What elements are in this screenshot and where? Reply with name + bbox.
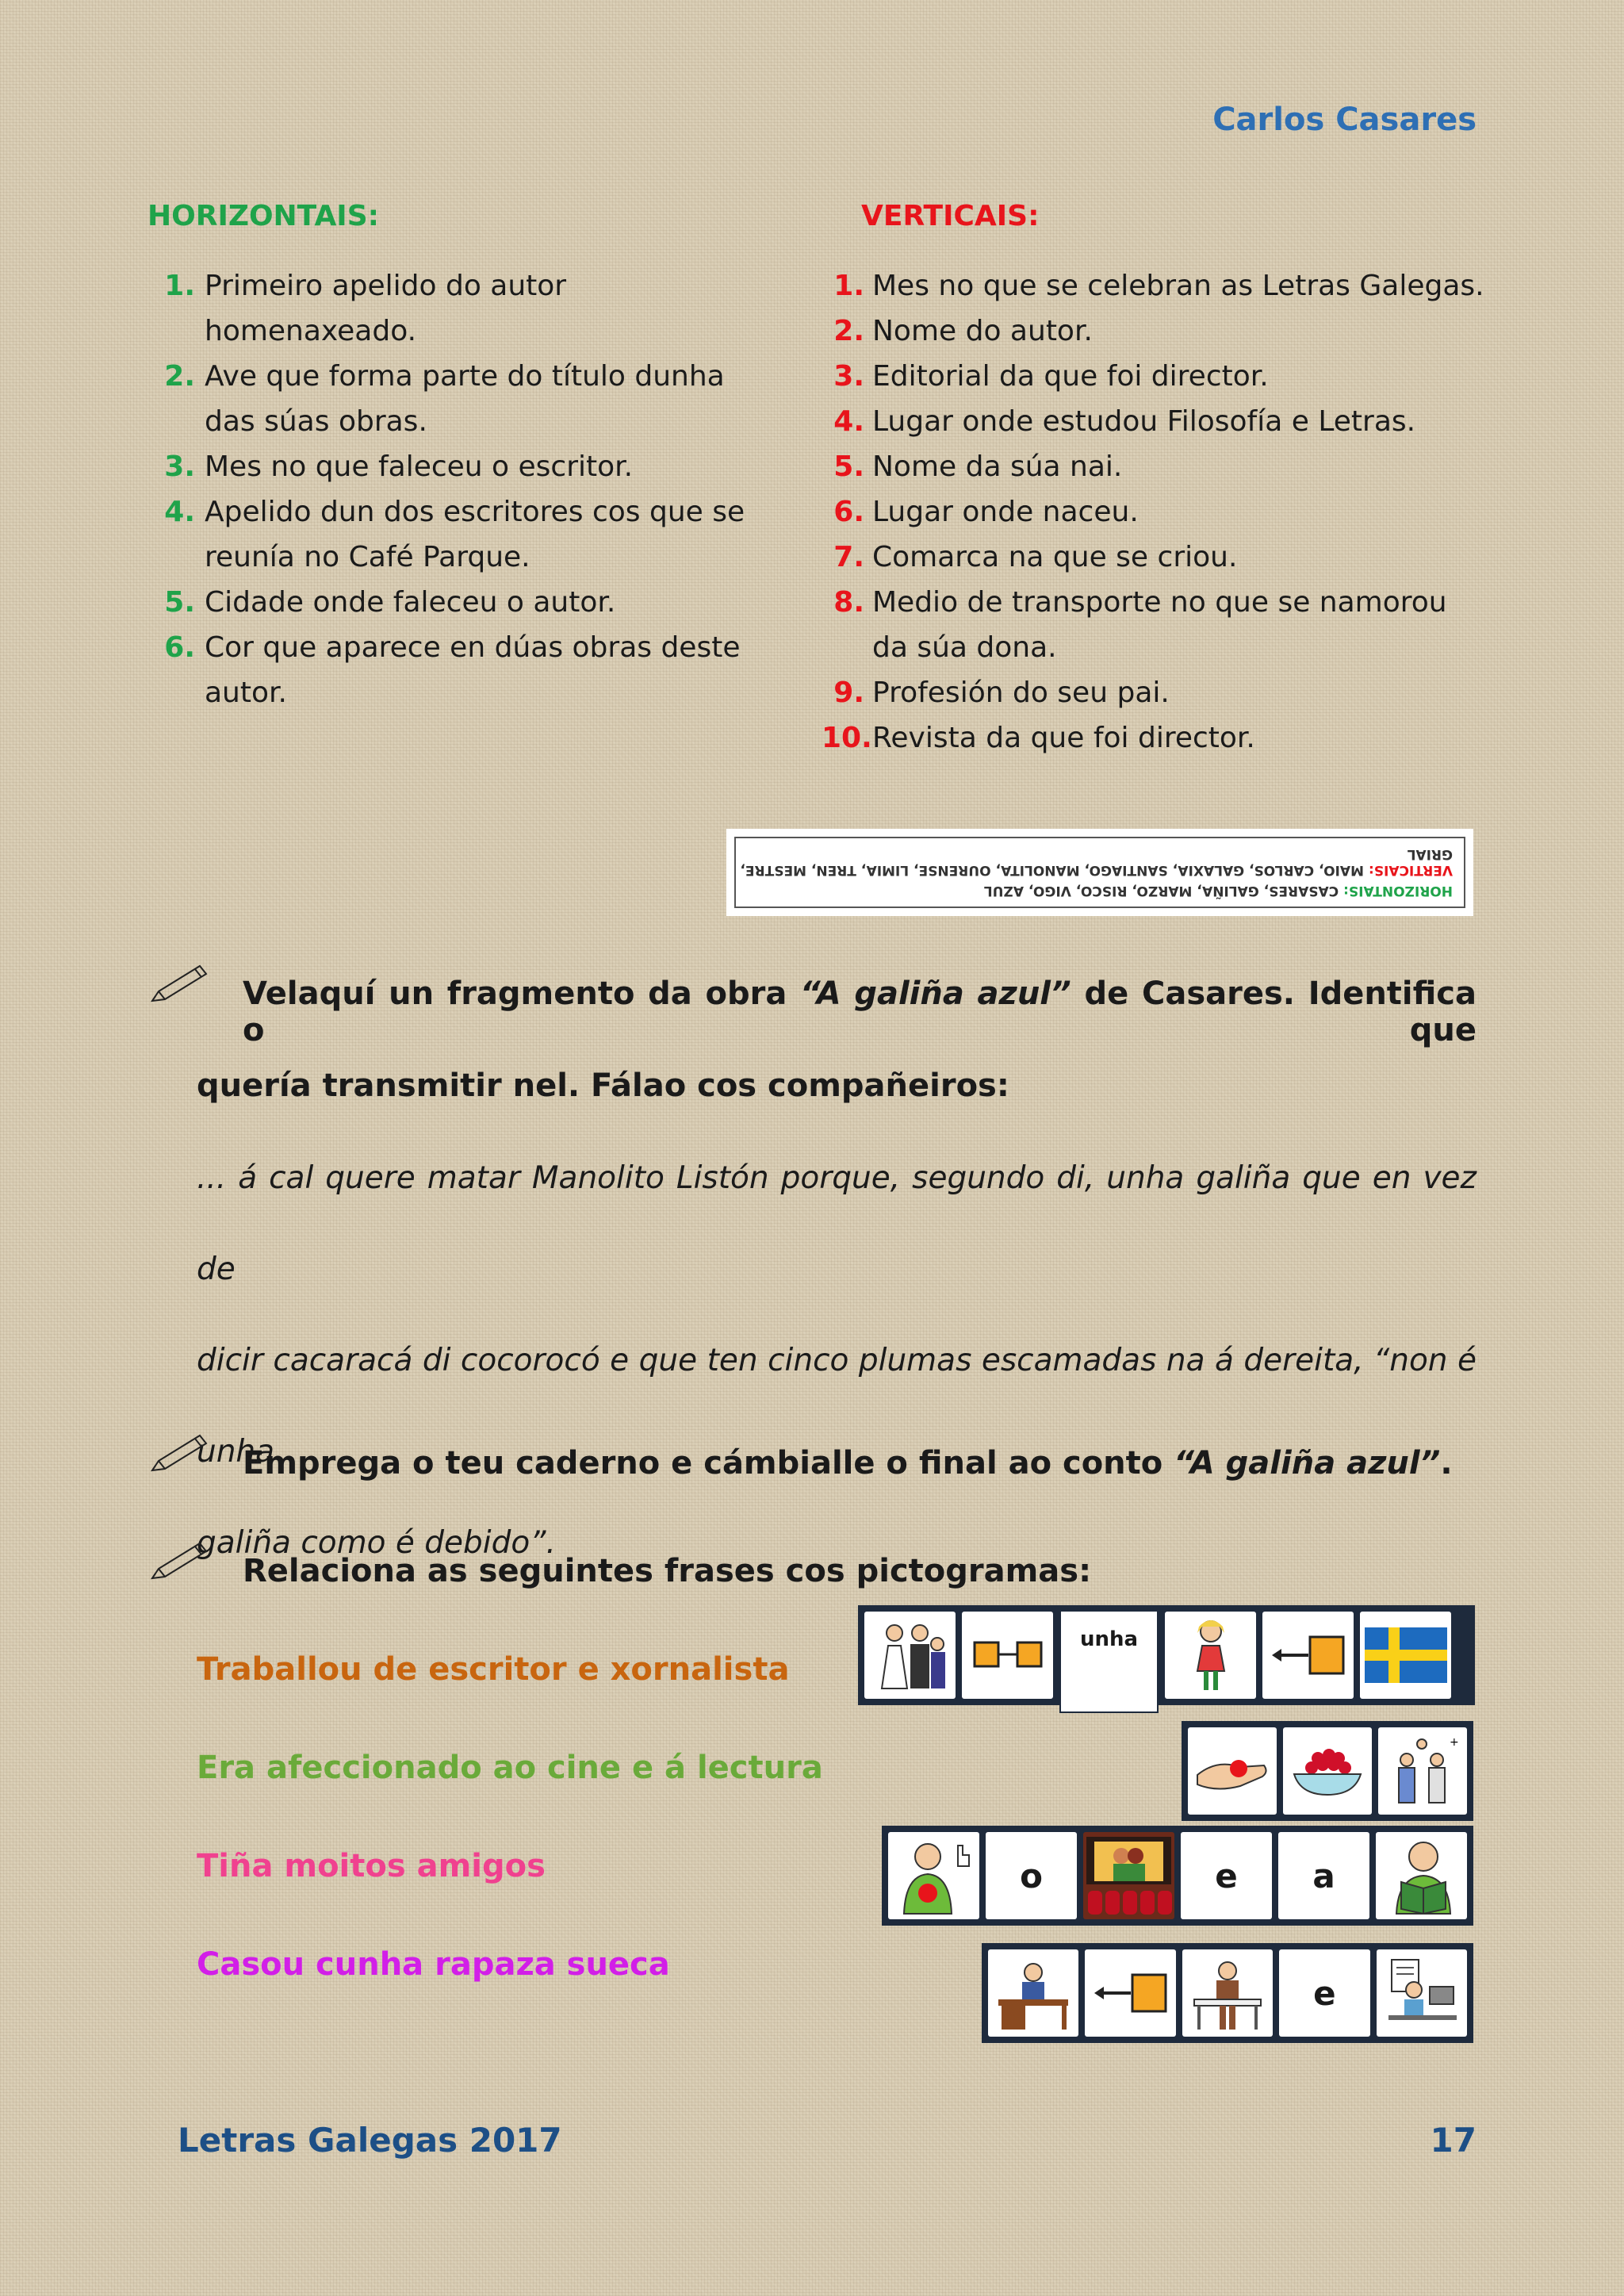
phrase-3: Tiña moitos amigos [197, 1848, 546, 1884]
bowl-of-fruit-icon [1288, 1739, 1367, 1803]
cinema-pictogram[interactable] [1083, 1832, 1174, 1919]
clue-text: Medio de transporte no que se namorou da súa dona. [872, 586, 1447, 664]
word-a: a [1312, 1856, 1335, 1895]
swedish-flag-pictogram[interactable] [1360, 1612, 1451, 1699]
clue-text: Lugar onde estudou Filosofía e Letras. [872, 405, 1416, 438]
clue-text: Nome da súa nai. [872, 450, 1123, 483]
clue-item [822, 535, 1488, 580]
task-1-line-1 [243, 976, 1477, 1048]
clue-number: 3. [164, 450, 195, 483]
answer-label: HORIZONTAIS: [1343, 883, 1453, 899]
person-reading-icon [1382, 1836, 1461, 1915]
clue-item [155, 625, 774, 715]
word-e: e [1313, 1973, 1336, 2013]
person-cooking-icon [1188, 1955, 1267, 2031]
word-a-pictogram[interactable] [1278, 1832, 1369, 1919]
vertical-clue-list [822, 263, 1488, 761]
clue-number: 7. [833, 541, 864, 573]
pictogram-strip-4[interactable] [982, 1943, 1473, 2043]
bowl-of-fruit-pictogram[interactable] [1283, 1727, 1372, 1815]
clue-item [822, 670, 1488, 715]
clue-text: Comarca na que se criou. [872, 541, 1238, 573]
clue-item [155, 354, 774, 444]
cinema-icon [1083, 1832, 1174, 1919]
clue-item [822, 309, 1488, 354]
literary-fragment [197, 1133, 1477, 1589]
answer-text: CASARES, GALIÑA, MARZO, RISCO, VIGO, AZUL [983, 883, 1339, 899]
word-o-pictogram[interactable] [986, 1832, 1077, 1919]
word-e: e [1215, 1856, 1238, 1895]
answer-label: VERTICAIS: [1368, 862, 1453, 878]
answer-text: MAIO, CARLOS, GALAXIA, SANTIAGO, MANOLITA, OURENSE, LIMIA, TREN, MESTRE, GRIAL [740, 846, 1453, 878]
clue-item [822, 715, 1488, 761]
clue-number: 10. [822, 722, 872, 754]
swedish-flag-icon [1365, 1627, 1447, 1683]
clue-number: 4. [164, 496, 195, 528]
phrase-4: Casou cunha rapaza sueca [197, 1946, 670, 1983]
clue-item [155, 489, 774, 580]
clue-item [155, 580, 774, 625]
clue-text: Ave que forma parte do título dunha das súas obras. [205, 360, 725, 438]
pictogram-strip-1[interactable] [858, 1605, 1475, 1705]
clue-text: Revista da que foi director. [872, 722, 1255, 754]
word-e-pictogram[interactable] [1181, 1832, 1272, 1919]
clue-text: Profesión do seu pai. [872, 677, 1170, 709]
person-like-pictogram[interactable] [888, 1832, 979, 1919]
person-cooking-pictogram[interactable] [1182, 1949, 1273, 2037]
clue-text: Primeiro apelido do autor homenaxeado. [205, 270, 567, 347]
clue-text: Lugar onde naceu. [872, 496, 1139, 528]
clue-number: 1. [164, 270, 195, 302]
word-o: o [1020, 1856, 1043, 1895]
task-1-text: Velaquí un fragmento da obra [243, 976, 801, 1012]
phrase-2: Era afeccionado ao cine e á lectura [197, 1750, 823, 1786]
unha-word: unha [1079, 1627, 1139, 1651]
clue-number: 5. [833, 450, 864, 483]
clue-number: 2. [164, 360, 195, 393]
girl-icon [1183, 1616, 1239, 1695]
clue-number: 5. [164, 586, 195, 619]
clue-text: Cor que aparece en dúas obras deste autor. [205, 631, 741, 709]
clue-item [155, 263, 774, 354]
couple-wedding-pictogram[interactable] [864, 1612, 956, 1699]
answer-key-horizontal [736, 883, 1453, 899]
page-number: 17 [1430, 2121, 1477, 2160]
clue-item [822, 354, 1488, 399]
fragment-line: ... á cal quere matar Manolito Listón porque, segundo di, unha galiña que en vez de [197, 1160, 1477, 1287]
arrow-square-icon [1091, 1965, 1170, 2021]
pencil-icon [147, 1537, 211, 1585]
clue-text: Cidade onde faleceu o autor. [205, 586, 616, 619]
work-title: “A galiña azul” [800, 976, 1071, 1012]
clue-number: 1. [833, 270, 864, 302]
person-at-desk-icon [994, 1955, 1073, 2031]
clue-item [822, 399, 1488, 444]
footer-title: Letras Galegas 2017 [178, 2121, 562, 2160]
clue-item [155, 444, 774, 489]
clue-number: 4. [833, 405, 864, 438]
clue-text: Mes no que faleceu o escritor. [205, 450, 634, 483]
clue-number: 6. [833, 496, 864, 528]
clue-text: Mes no que se celebran as Letras Galegas. [872, 270, 1484, 302]
person-at-computer-icon [1382, 1955, 1461, 2031]
person-at-computer-pictogram[interactable] [1377, 1949, 1467, 2037]
task-2-text: . [1440, 1445, 1453, 1481]
clue-text: Nome do autor. [872, 315, 1093, 347]
clue-text: Editorial da que foi director. [872, 360, 1269, 393]
fragment-line: galiña como é debido”. [197, 1525, 556, 1561]
clue-item [822, 263, 1488, 309]
fragment-line: dicir cacaracá di cocorocó e que ten cinco plumas escamadas na á dereita, “non é unha [197, 1343, 1477, 1470]
answer-key-upside-down [734, 837, 1465, 908]
group-of-people-icon [1383, 1733, 1462, 1809]
hand-holding-pictogram[interactable] [1188, 1727, 1277, 1815]
task-3-instruction: Relaciona as seguintes frases cos pictogramas: [243, 1553, 1092, 1589]
group-of-people-pictogram[interactable] [1378, 1727, 1467, 1815]
running-header-author: Carlos Casares [1212, 102, 1477, 138]
word-e-pictogram[interactable] [1279, 1949, 1369, 2037]
unha-pictogram[interactable] [1059, 1610, 1159, 1713]
girl-pictogram[interactable] [1165, 1612, 1256, 1699]
link-squares-pictogram[interactable] [962, 1612, 1053, 1699]
task-2-text: Emprega o teu caderno e cámbialle o final ao conto [243, 1445, 1174, 1481]
person-at-desk-pictogram[interactable] [988, 1949, 1078, 2037]
pictogram-strip-2[interactable] [1182, 1721, 1473, 1821]
answer-key-box [726, 829, 1473, 916]
task-1-line-2: quería transmitir nel. Fálao cos compañeiros: [197, 1068, 1009, 1104]
hand-holding-icon [1193, 1743, 1272, 1799]
svg-text:+: + [1450, 1736, 1459, 1749]
clue-number: 6. [164, 631, 195, 664]
pencil-icon [147, 1429, 211, 1477]
horizontal-clue-list [155, 263, 774, 715]
answer-key-vertical [736, 846, 1453, 878]
clue-number: 9. [833, 677, 864, 709]
person-like-icon [894, 1836, 974, 1915]
task-1-text: de Casares. Identifica o que [243, 976, 1477, 1048]
clue-text: Apelido dun dos escritores cos que se reunía no Café Parque. [205, 496, 745, 573]
pictogram-strip-3[interactable] [882, 1826, 1473, 1926]
vertical-title: VERTICAIS: [861, 200, 1040, 232]
pencil-icon [147, 960, 211, 1007]
task-2-instruction [243, 1445, 1453, 1481]
arrow-square-icon [1269, 1627, 1348, 1683]
work-title: “A galiña azul” [1174, 1445, 1441, 1481]
arrow-square-pictogram[interactable] [1262, 1612, 1354, 1699]
clue-item [822, 444, 1488, 489]
clue-item [822, 580, 1488, 670]
horizontal-title: HORIZONTAIS: [147, 200, 380, 232]
clue-item [822, 489, 1488, 535]
clue-number: 2. [833, 315, 864, 347]
clue-number: 8. [833, 586, 864, 619]
arrow-square-pictogram[interactable] [1085, 1949, 1175, 2037]
link-squares-icon [968, 1631, 1048, 1679]
clue-number: 3. [833, 360, 864, 393]
couple-wedding-icon [871, 1617, 950, 1693]
person-reading-pictogram[interactable] [1376, 1832, 1467, 1919]
phrase-1: Traballou de escritor e xornalista [197, 1651, 790, 1688]
